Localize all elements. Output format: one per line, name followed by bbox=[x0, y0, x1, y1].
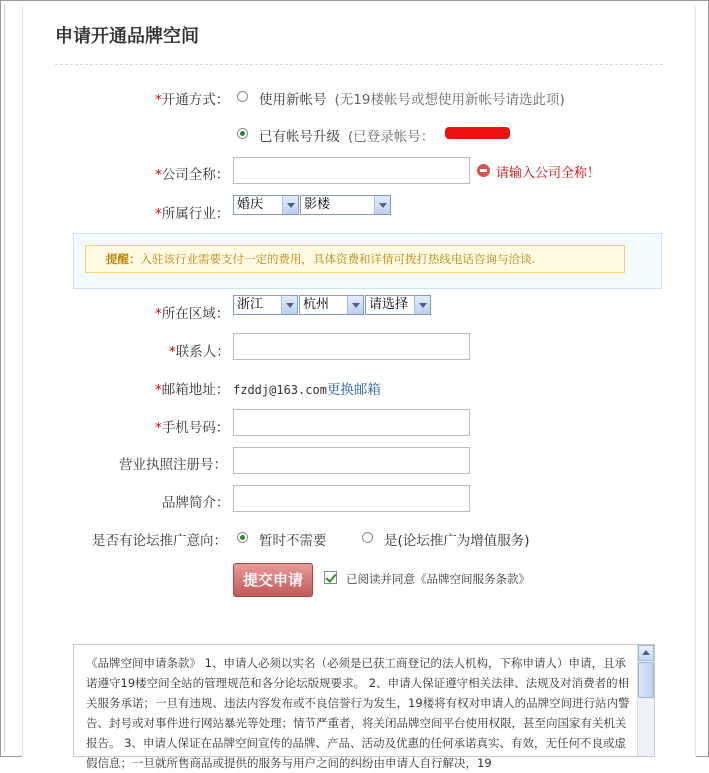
chevron-down-icon bbox=[374, 196, 390, 214]
title-divider bbox=[55, 64, 663, 65]
promotion-label: 是否有论坛推广意向： bbox=[92, 533, 227, 549]
brand-intro-label: 品牌简介： bbox=[162, 495, 230, 511]
industry-secondary-select[interactable]: 影楼 bbox=[300, 195, 391, 215]
terms-box[interactable] bbox=[73, 644, 655, 770]
option-upgrade-hint: (已登录帐号： bbox=[348, 129, 435, 145]
contact-input[interactable] bbox=[233, 333, 470, 360]
radio-promotion-yes[interactable] bbox=[362, 532, 373, 543]
change-email-link[interactable]: 更换邮箱 bbox=[326, 382, 381, 398]
option-new-hint: (无19楼帐号或想使用新帐号请选此项) bbox=[334, 92, 565, 108]
radio-promotion-no[interactable] bbox=[237, 532, 248, 543]
phone-label: *手机号码： bbox=[155, 420, 230, 436]
license-label: 营业执照注册号： bbox=[119, 457, 227, 473]
outer-divider bbox=[4, 4, 5, 752]
option-promotion-no[interactable]: 暂时不需要 bbox=[259, 533, 327, 549]
license-input[interactable] bbox=[233, 447, 470, 474]
chevron-down-icon bbox=[282, 196, 298, 214]
submit-button[interactable]: 提交申请 bbox=[233, 563, 313, 597]
company-error: 请输入公司全称！ bbox=[496, 166, 601, 181]
chevron-down-icon bbox=[347, 296, 363, 314]
email-value: fzddj@163.com更换邮箱 bbox=[233, 382, 381, 398]
radio-new-account[interactable] bbox=[237, 91, 248, 102]
email-label: *邮箱地址： bbox=[155, 382, 230, 398]
scroll-thumb[interactable] bbox=[638, 662, 654, 698]
province-select[interactable]: 浙江 bbox=[233, 295, 298, 315]
company-input[interactable] bbox=[233, 157, 470, 184]
open-method-label: *开通方式： bbox=[155, 92, 230, 108]
option-new-account[interactable]: 使用新帐号 (无19楼帐号或想使用新帐号请选此项) bbox=[259, 92, 565, 108]
option-promotion-yes[interactable]: 是(论坛推广为增值服务) bbox=[384, 533, 530, 549]
scroll-up-icon[interactable] bbox=[638, 645, 654, 661]
required-mark: * bbox=[155, 92, 162, 108]
radio-upgrade-account[interactable] bbox=[237, 128, 248, 139]
region-label: *所在区域： bbox=[155, 306, 230, 322]
agree-checkbox[interactable] bbox=[324, 571, 337, 584]
error-icon bbox=[477, 164, 490, 177]
chevron-down-icon bbox=[414, 296, 430, 314]
redacted-account bbox=[445, 127, 510, 139]
page-title: 申请开通品牌空间 bbox=[55, 26, 199, 47]
notice-message: 提醒：入驻该行业需要支付一定的费用，具体资费和详情可拨打热线电话咨询与洽谈. bbox=[85, 245, 625, 273]
agree-label[interactable]: 已阅读并同意《品牌空间服务条款》 bbox=[346, 572, 530, 586]
phone-input[interactable] bbox=[233, 409, 470, 436]
city-select[interactable]: 杭州 bbox=[299, 295, 364, 315]
chevron-down-icon bbox=[281, 296, 297, 314]
industry-primary-select[interactable]: 婚庆 bbox=[233, 195, 299, 215]
terms-text: 《品牌空间申请条款》 1、申请人必须以实名（必须是已获工商登记的法人机构，下称申请人）申请，且承诺遵守19楼空间全站的管理规范和各分论坛版规要求。 2、申请人保证遵守相关法律、法规及对消费者的相关服务承诺；一旦有违规、违法内容发布或不良信誉行为发生，19楼将有权对申请人的品牌空间进行站内警告、封号或对事件进行网站暴光等处理；情节严重者，将关闭品牌空间平台使用权限，甚至向国家有关机关报告。 3、申请人保证在品牌空间宣传的品牌、产品、活动及优惠的任何承诺真实、有效，无任何不良或虚假信息；一旦就所售商品或提供的服务与用户之间的纠纷由申请人自行解决，19 bbox=[86, 656, 630, 770]
industry-label: *所属行业： bbox=[155, 206, 230, 222]
district-select[interactable]: 请选择 bbox=[365, 295, 431, 315]
contact-label: *联系人： bbox=[169, 344, 230, 360]
brand-intro-input[interactable] bbox=[233, 485, 470, 512]
terms-scrollbar[interactable] bbox=[637, 645, 654, 756]
company-label: *公司全称： bbox=[155, 167, 230, 183]
option-upgrade-account[interactable]: 已有帐号升级 (已登录帐号： bbox=[259, 129, 435, 145]
